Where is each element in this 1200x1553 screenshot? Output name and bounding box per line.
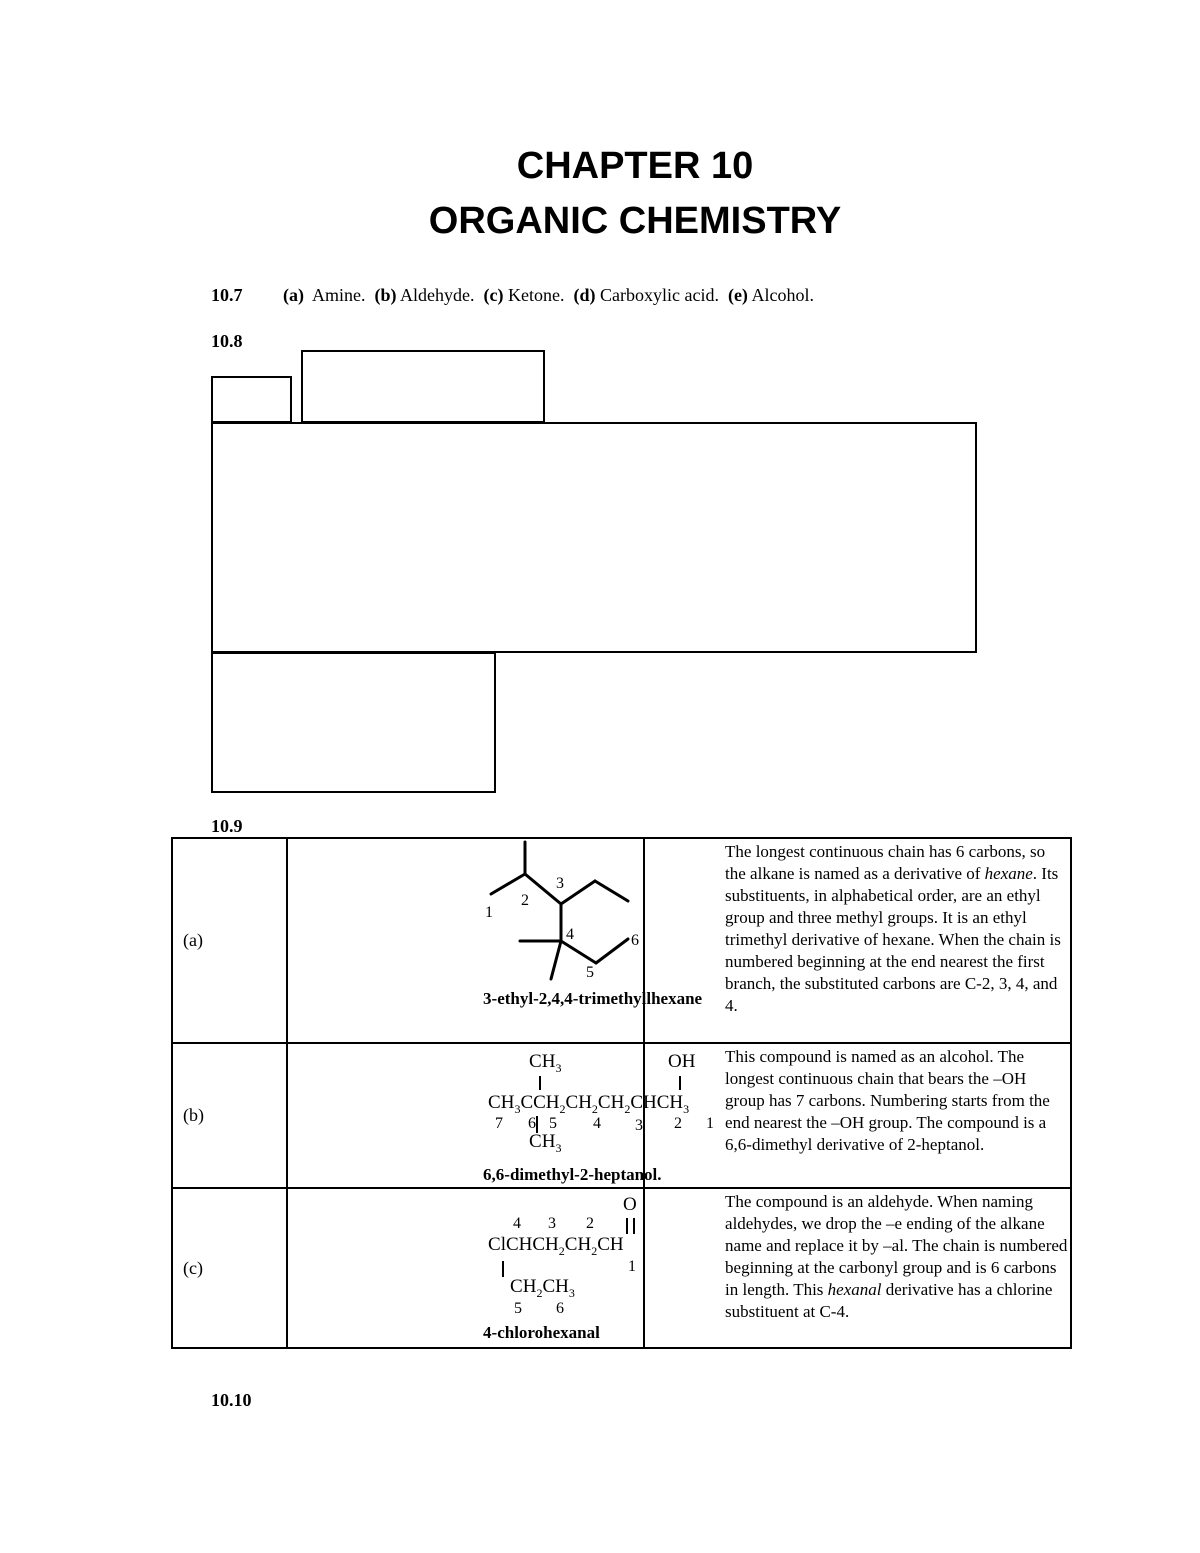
main-chain: $CH_3CCH_2CH_2CH_2CHCH_3$ bbox=[488, 1092, 690, 1116]
skeletal-structure-a bbox=[288, 839, 703, 1042]
answer-b-letter: (b) bbox=[374, 285, 397, 305]
carbon-number: 1 bbox=[485, 904, 494, 921]
description-text: This compound is named as an alcohol. The longest continuous chain that bears the –OH group has 7 carbons. Numbering starts from the end nearest the –OH group. The compound is a 6,6-dimethyl derivative of 2-heptanol. bbox=[725, 1047, 1050, 1154]
problem-number-10-7: 10.7 bbox=[211, 285, 243, 305]
table-row bbox=[172, 838, 1071, 1043]
ethyl-branch: $CH_2CH_3$ bbox=[510, 1276, 575, 1300]
answer-e-text: Alcohol. bbox=[751, 285, 814, 305]
carbon-number: 4 bbox=[566, 926, 575, 943]
answer-c-text: Ketone. bbox=[508, 285, 565, 305]
row-label-cell bbox=[172, 1188, 287, 1348]
problem-number-10-9: 10.9 bbox=[211, 816, 243, 836]
description-emphasis: hexanal bbox=[827, 1280, 882, 1299]
answer-a-text: Amine. bbox=[312, 285, 366, 305]
carbon-number: 7 bbox=[495, 1115, 504, 1132]
answer-d-letter: (d) bbox=[573, 285, 596, 305]
compound-name: 6,6-dimethyl-2-heptanol. bbox=[483, 1165, 662, 1184]
carbon-number: 5 bbox=[514, 1300, 523, 1317]
main-chain: $ClCHCH_2CH_2CH$ bbox=[488, 1234, 624, 1258]
skeletal-formula-drawing bbox=[288, 839, 643, 1042]
blank-box-medium bbox=[301, 350, 545, 423]
compound-name: 3-ethyl-2,4,4-trimethyllhexane bbox=[483, 989, 703, 1008]
carbon-number: 1 bbox=[628, 1258, 637, 1275]
carbon-number: 4 bbox=[513, 1215, 522, 1232]
row-label: (b) bbox=[183, 1105, 204, 1125]
carbon-number: 1 bbox=[706, 1115, 715, 1132]
carbon-number: 3 bbox=[556, 875, 565, 892]
carbonyl-oxygen: O bbox=[623, 1194, 637, 1215]
description-cell bbox=[644, 838, 1071, 1043]
nomenclature-table bbox=[171, 837, 1072, 1349]
carbon-number: 6 bbox=[528, 1115, 537, 1132]
bottom-methyl-group: $CH_3$ bbox=[529, 1131, 562, 1155]
description-emphasis: hexane bbox=[984, 864, 1033, 883]
carbon-number: 2 bbox=[521, 892, 530, 909]
structure-cell bbox=[287, 1188, 644, 1348]
row-label-cell bbox=[172, 838, 287, 1043]
structure-cell bbox=[287, 1043, 715, 1188]
answer-a-letter: (a) bbox=[283, 285, 304, 305]
carbon-number: 6 bbox=[556, 1300, 565, 1317]
carbon-number: 4 bbox=[593, 1115, 602, 1132]
structure-cell bbox=[287, 838, 703, 1043]
carbon-number: 2 bbox=[674, 1115, 683, 1132]
row-label: (a) bbox=[183, 930, 203, 950]
description-text: derivative has a chlorine substituent at C-4. bbox=[725, 1280, 1053, 1321]
problem-number-10-10: 10.10 bbox=[211, 1390, 252, 1410]
carbon-number: 5 bbox=[586, 964, 595, 981]
table-row bbox=[172, 1043, 1071, 1188]
carbon-number: 3 bbox=[635, 1117, 644, 1134]
chapter-title: CHAPTER 10 bbox=[516, 145, 754, 187]
answer-c-letter: (c) bbox=[483, 285, 504, 305]
carbon-number: 6 bbox=[631, 932, 640, 949]
carbon-number: 3 bbox=[548, 1215, 557, 1232]
hydroxyl-group: OH bbox=[668, 1051, 696, 1072]
answer-e-letter: (e) bbox=[727, 285, 748, 305]
blank-box-small bbox=[211, 376, 292, 423]
compound-name: 4-chlorohexanal bbox=[483, 1323, 600, 1342]
description-text: The compound is an aldehyde. When naming aldehydes, we drop the –e ending of the alkane name and replace it by –al. The chain is numbered beginning at the carbonyl group and is 6 carbons in length. This bbox=[725, 1192, 1068, 1299]
problem-number-10-8: 10.8 bbox=[211, 331, 243, 351]
answer-d-text: Carboxylic acid. bbox=[599, 285, 719, 305]
description-cell bbox=[644, 1188, 1071, 1348]
row-label: (c) bbox=[183, 1257, 203, 1278]
top-methyl-group: $CH_3$ bbox=[529, 1051, 562, 1075]
chapter-subject: ORGANIC CHEMISTRY bbox=[428, 200, 842, 242]
description-text: The longest continuous chain has 6 carbons, so the alkane is named as a derivative of bbox=[725, 842, 1046, 883]
blank-box-lower bbox=[211, 652, 496, 793]
carbon-number: 5 bbox=[549, 1115, 558, 1132]
answers-10-7 bbox=[283, 285, 814, 306]
table-row bbox=[172, 1188, 1071, 1348]
description-text: . Its substituents, in alphabetical order, are an ethyl group and three methyl groups. It is an ethyl trimethyl derivative of hexane. When the chain is numbered beginning at the end nearest the first branch, the substituted carbons are C-2, 3, 4, and 4. bbox=[725, 864, 1061, 1015]
row-label-cell bbox=[172, 1043, 287, 1188]
blank-box-large bbox=[211, 422, 977, 653]
condensed-structure-c bbox=[288, 1189, 643, 1347]
carbon-number: 2 bbox=[586, 1215, 595, 1232]
answer-b-text: Aldehyde. bbox=[400, 285, 475, 305]
condensed-structure-b bbox=[288, 1044, 715, 1187]
